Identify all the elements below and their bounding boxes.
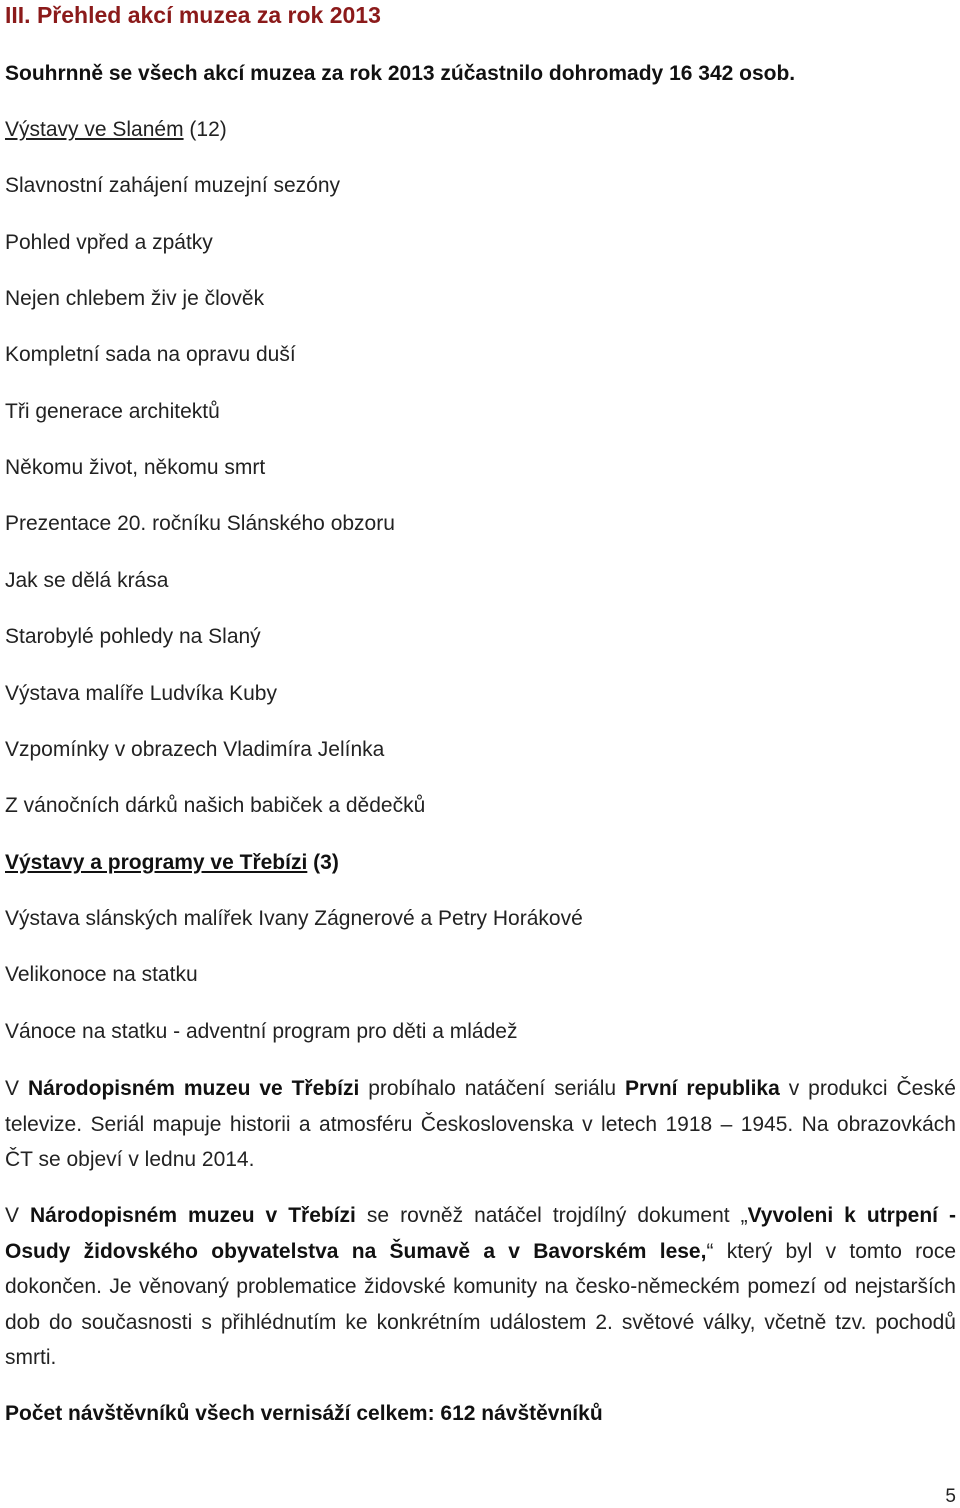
para2-text-3: “ který byl v tomto roce dokončen. Je věnovaný problematice židovské komunity na česko-německém pomezí od nejstarších dob do současnosti s přihlédnutím ke konkrétním událostem 2. světové války, včetně tzv. pochodů smrti. bbox=[5, 1239, 956, 1369]
list-item: Vánoce na statku - adventní program pro děti a mládež bbox=[5, 1020, 518, 1043]
section-count-slany: (12) bbox=[183, 118, 227, 141]
paragraph-filming-series bbox=[5, 1071, 956, 1178]
section-title-slany-text: Výstavy ve Slaném bbox=[5, 118, 184, 141]
section-title-trebiz-text: Výstavy a programy ve Třebízi bbox=[5, 851, 308, 874]
list-item: Kompletní sada na opravu duší bbox=[5, 343, 296, 366]
section-count-trebiz: (3) bbox=[307, 851, 339, 874]
para2-museum-name: Národopisném muzeu v Třebízi bbox=[30, 1204, 356, 1227]
para2-documentary-title: Vyvoleni k utrpení - Osudy židovského obyvatelstva na Šumavě a v Bavorském lese, bbox=[5, 1204, 956, 1263]
list-item: Někomu život, někomu smrt bbox=[5, 456, 266, 479]
para2-text-1: V bbox=[5, 1204, 31, 1227]
para1-text-3: v produkci České televize. Seriál mapuje historii a atmosféru Československa v letech 1918 – 1945. Na obrazovkách ČT se objeví v lednu 2014. bbox=[5, 1077, 956, 1171]
para1-museum-name: Národopisném muzeu ve Třebízi bbox=[27, 1077, 360, 1100]
section-title-slany bbox=[5, 117, 227, 143]
para1-text-1: V bbox=[5, 1077, 28, 1100]
summary-line: Souhrnně se všech akcí muzea za rok 2013 zúčastnilo dohromady 16 342 osob. bbox=[5, 62, 796, 85]
para1-text-2: probíhalo natáčení seriálu bbox=[359, 1077, 625, 1100]
list-item: Nejen chlebem živ je člověk bbox=[5, 287, 265, 310]
list-item: Jak se dělá krása bbox=[5, 569, 169, 592]
list-item: Výstava slánských malířek Ivany Zágnerové a Petry Horákové bbox=[5, 907, 583, 930]
paragraph-documentary bbox=[5, 1198, 956, 1376]
para2-text-2: se rovněž natáčel trojdílný dokument „ bbox=[355, 1204, 748, 1227]
list-item: Prezentace 20. ročníku Slánského obzoru bbox=[5, 512, 395, 535]
para1-series-name: První republika bbox=[624, 1077, 780, 1100]
list-item: Tři generace architektů bbox=[5, 400, 220, 423]
list-item: Pohled vpřed a zpátky bbox=[5, 231, 213, 254]
list-item: Slavnostní zahájení muzejní sezóny bbox=[5, 174, 341, 197]
list-item: Velikonoce na statku bbox=[5, 963, 198, 986]
page-number: 5 bbox=[945, 1486, 956, 1507]
list-item: Vzpomínky v obrazech Vladimíra Jelínka bbox=[5, 738, 385, 761]
visitor-count: Počet návštěvníků všech vernisáží celkem: 612 návštěvníků bbox=[5, 1402, 603, 1425]
section-title-trebiz bbox=[5, 850, 339, 876]
list-item: Starobylé pohledy na Slaný bbox=[5, 625, 261, 648]
list-item: Výstava malíře Ludvíka Kuby bbox=[5, 682, 277, 705]
section-heading: III. Přehled akcí muzea za rok 2013 bbox=[5, 2, 381, 28]
list-item: Z vánočních dárků našich babiček a dědečků bbox=[5, 794, 426, 817]
